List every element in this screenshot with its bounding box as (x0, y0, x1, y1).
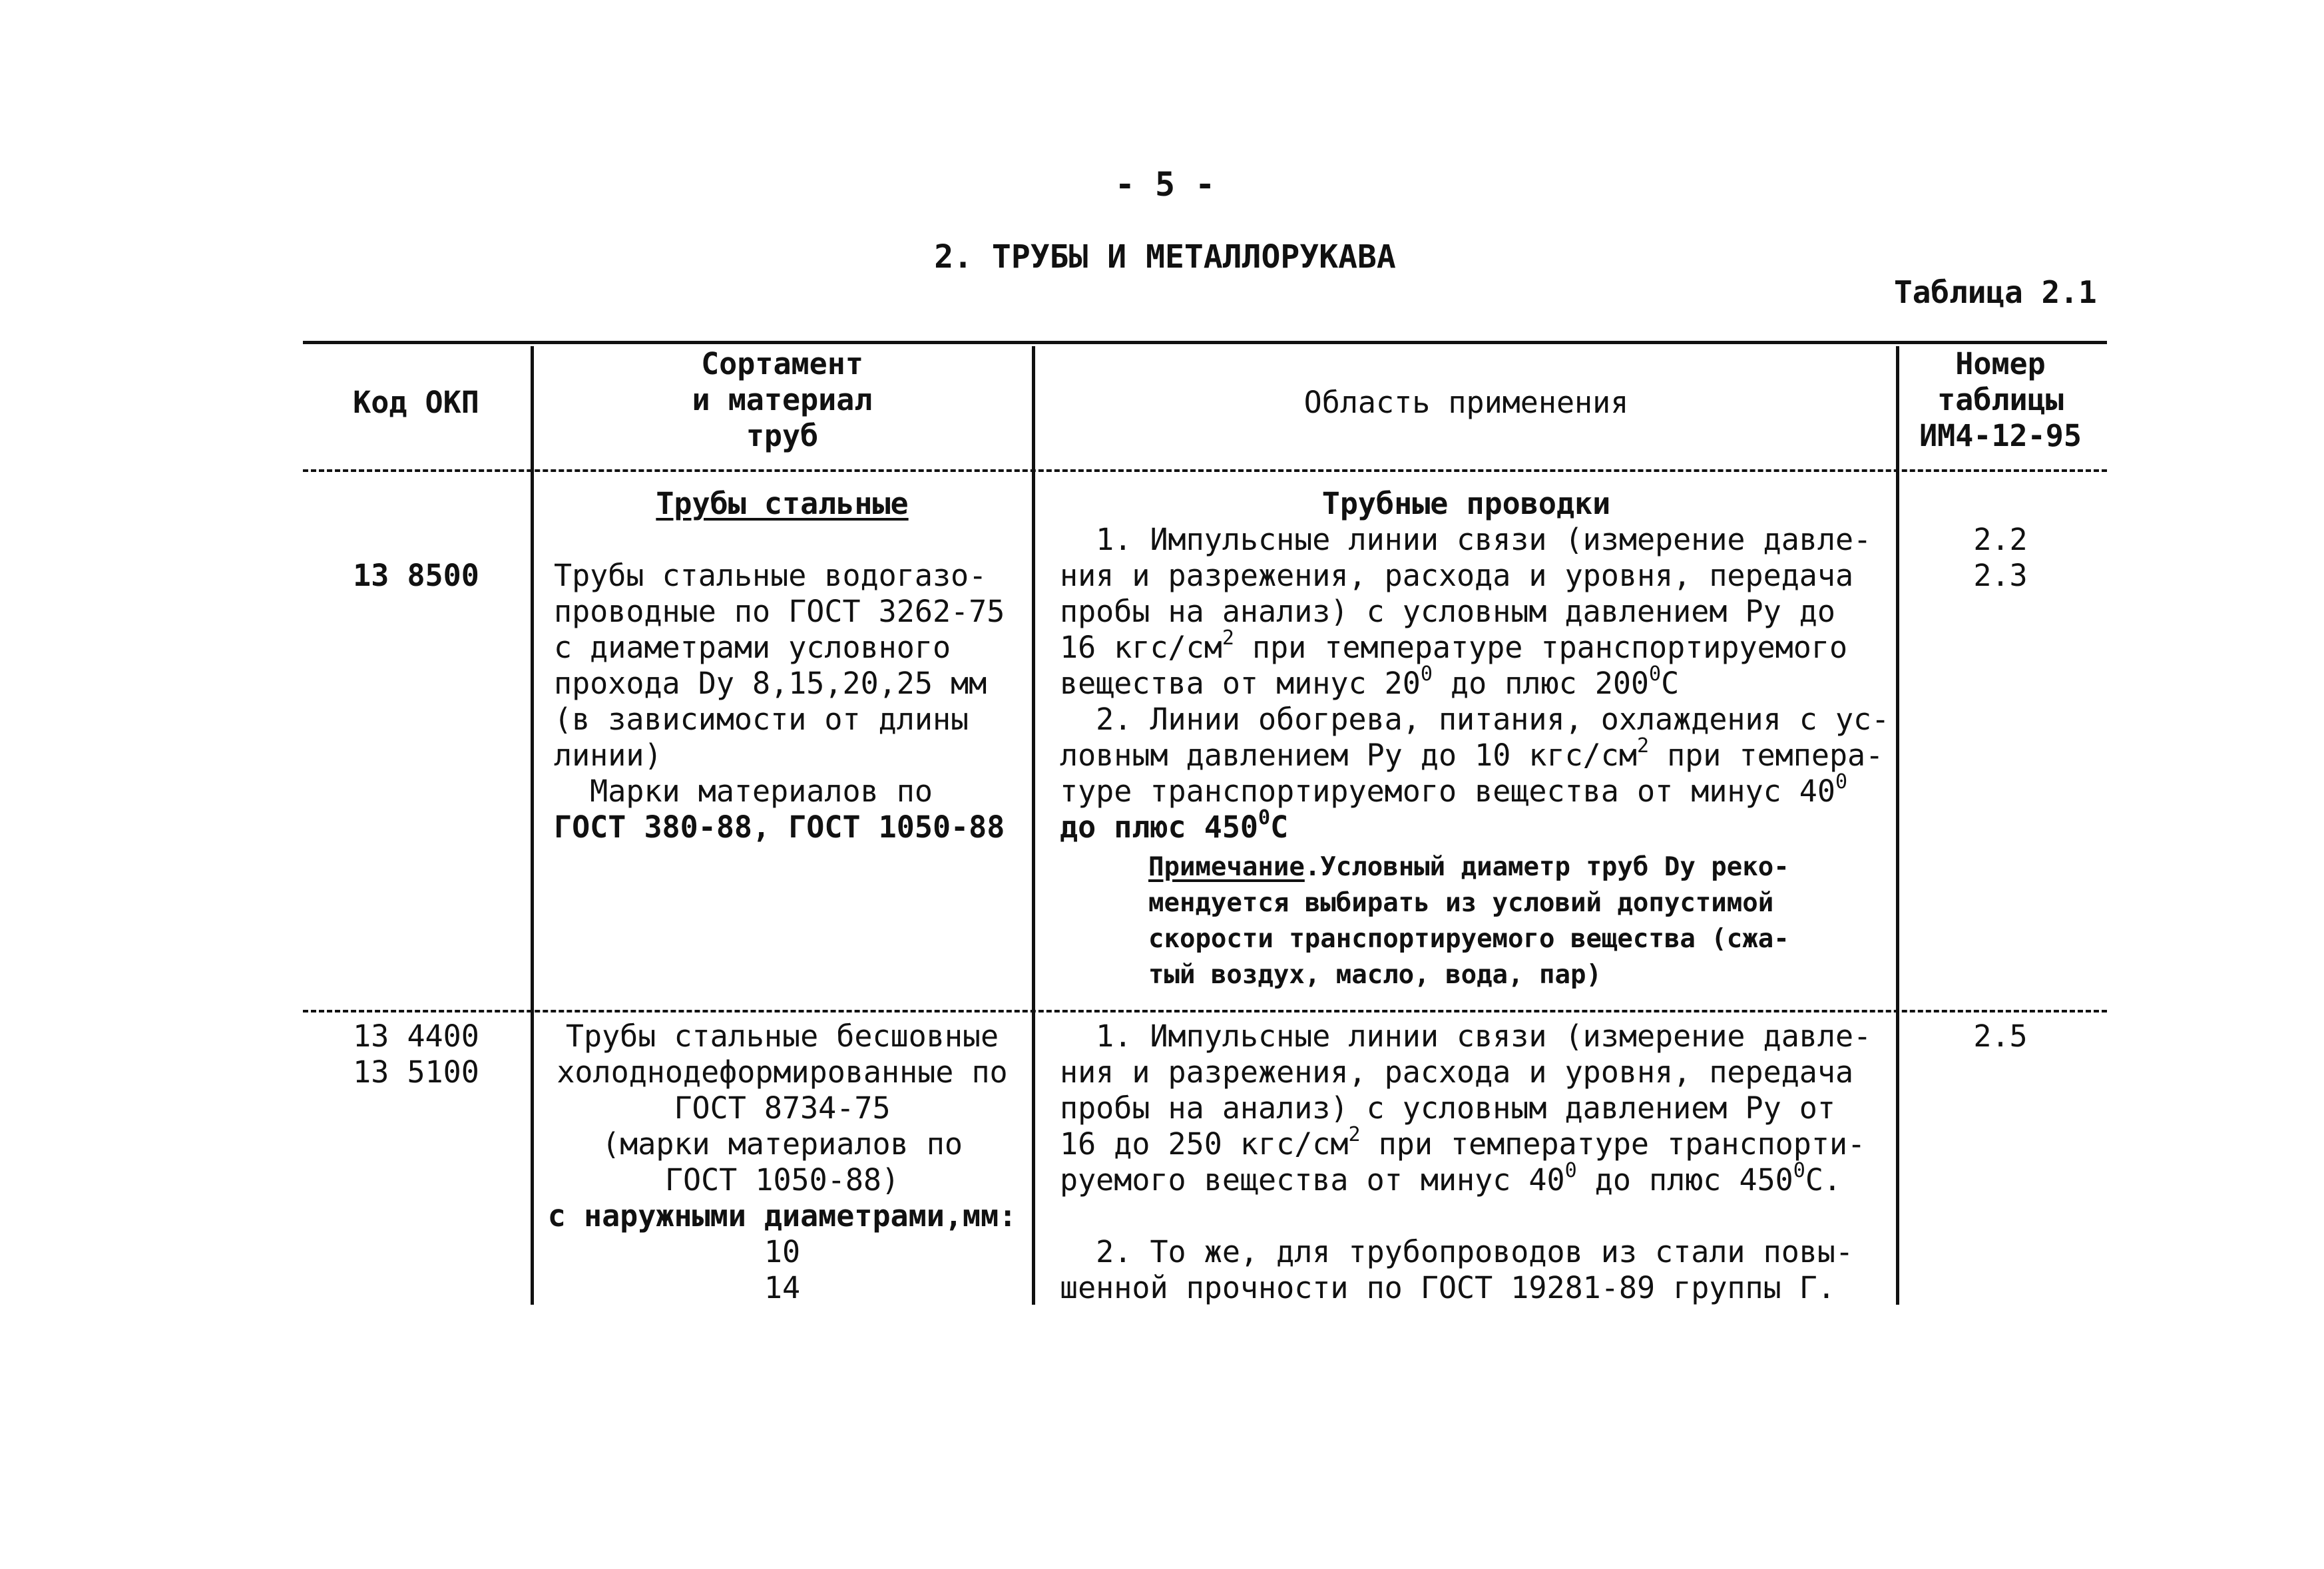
text-line: ГОСТ 380-88, ГОСТ 1050-88 (554, 809, 1005, 845)
note-label: Примечание (1148, 852, 1305, 882)
row1-code: 13 8500 (353, 558, 479, 593)
text-line: ГОСТ 8734-75 (674, 1090, 891, 1126)
text-line (1060, 662, 1680, 702)
row2-assortment-text (536, 1018, 1029, 1306)
text-line: с наружными диаметрами,мм: (547, 1198, 1017, 1233)
text-line: (в зависимости от длины (554, 702, 969, 737)
text-line: пробы на анализ) с условным давлением Ру до (1060, 594, 1835, 629)
code: 13 5100 (353, 1054, 479, 1090)
text-line: линии) (554, 738, 662, 773)
column-separator-2 (1032, 346, 1035, 1305)
header-assortment-line: и материал (692, 382, 873, 417)
text-line: шенной прочности по ГОСТ 19281-89 группы Г. (1060, 1270, 1835, 1305)
text-line (1148, 849, 1789, 885)
page-number: - 5 - (1114, 165, 1216, 204)
text-fragment: при температуре транспорти- (1360, 1126, 1866, 1162)
text-fragment: вещества от минус 20 (1060, 666, 1421, 701)
header-table-number-line: Номер (1955, 346, 2046, 381)
text-fragment: до плюс 450 (1576, 1162, 1793, 1198)
text-line: 1. Импульсные линии связи (измерение давле- (1060, 522, 1872, 557)
table-ref: 2.5 (1973, 1018, 2028, 1054)
text-line: ния и разрежения, расхода и уровня, передача (1060, 558, 1854, 593)
text-fragment: 16 до 250 кгс/см (1060, 1126, 1349, 1162)
row2-codes (306, 1018, 526, 1090)
text-line: мендуется выбирать из условий допустимой (1148, 888, 1774, 918)
superscript: 0 (1649, 662, 1662, 686)
table-ref: 2.3 (1973, 558, 2028, 593)
text-line (1060, 626, 1848, 666)
text-line: Трубы стальные бесшовные (565, 1018, 999, 1054)
text-fragment: С (1661, 666, 1680, 701)
text-line: ГОСТ 1050-88) (664, 1162, 900, 1198)
text-line: скорости транспортируемого вещества (сжа- (1148, 924, 1789, 954)
text-line: тый воздух, масло, вода, пар) (1148, 960, 1602, 990)
text-fragment: до плюс 450 (1060, 809, 1259, 845)
text-line: Трубы стальные водогазо- (554, 558, 987, 593)
text-fragment: 16 кгс/см (1060, 630, 1222, 665)
text-line: 2. То же, для трубопроводов из стали повы- (1060, 1234, 1854, 1269)
row1-application-heading: Трубные проводки (1321, 486, 1611, 521)
text-line: 2. Линии обогрева, питания, охлаждения с ус- (1060, 702, 1890, 737)
text-fragment: туре транспортируемого вещества от минус 40 (1060, 774, 1835, 809)
table-ref: 2.2 (1973, 522, 2028, 557)
text-fragment: С. (1805, 1162, 1842, 1198)
column-separator-3 (1896, 346, 1899, 1305)
text-fragment: .Условный диаметр труб Dу реко- (1304, 852, 1789, 882)
column-separator-1 (531, 346, 534, 1305)
text-line: прохода Dу 8,15,20,25 мм (554, 666, 987, 701)
text-line (1060, 806, 1289, 845)
superscript: 0 (1835, 770, 1848, 793)
header-assortment-line: Сортамент (701, 346, 863, 381)
superscript: 0 (1564, 1159, 1577, 1182)
text-line: (марки материалов по (602, 1126, 963, 1162)
header-assortment (536, 346, 1029, 454)
superscript: 0 (1258, 806, 1271, 829)
header-code-okp: Код ОКП (353, 385, 479, 420)
superscript: 2 (1222, 626, 1234, 650)
superscript: 0 (1793, 1159, 1805, 1182)
text-line: пробы на анализ) с условным давлением Ру от (1060, 1090, 1835, 1126)
row2-table-numbers (1901, 1018, 2100, 1054)
text-line: с диаметрами условного (554, 630, 951, 665)
text-line (1060, 1123, 1866, 1162)
text-line (1060, 1159, 1842, 1198)
text-fragment: при темпера- (1649, 738, 1884, 773)
row1-table-numbers (1901, 522, 2100, 594)
section-title: 2. ТРУБЫ И МЕТАЛЛОРУКАВА (934, 238, 1396, 276)
header-table-number-line: таблицы (1937, 382, 2064, 417)
text-line: ния и разрежения, расхода и уровня, передача (1060, 1054, 1854, 1090)
superscript: 2 (1348, 1123, 1361, 1146)
table-label: Таблица 2.1 (1894, 274, 2097, 310)
text-line: проводные по ГОСТ 3262-75 (554, 594, 1005, 629)
text-fragment: С (1270, 809, 1289, 845)
header-table-number-line: ИМ4-12-95 (1919, 418, 2082, 453)
text-fragment: ловным давлением Ру до 10 кгс/см (1060, 738, 1637, 773)
row1-assortment-heading: Трубы стальные (656, 486, 909, 521)
code: 13 4400 (353, 1018, 479, 1054)
text-fragment: до плюс 200 (1432, 666, 1650, 701)
text-fragment: руемого вещества от минус 40 (1060, 1162, 1565, 1198)
superscript: 2 (1636, 734, 1650, 758)
text-line: 14 (764, 1270, 801, 1305)
row-divider (303, 1010, 2107, 1012)
text-line (1060, 734, 1884, 774)
table-top-border (303, 341, 2107, 344)
text-line: 1. Импульсные линии связи (измерение давле- (1060, 1018, 1872, 1054)
text-line: 10 (764, 1234, 801, 1269)
text-line (1060, 770, 1848, 809)
superscript: 0 (1420, 662, 1433, 686)
text-line: холоднодеформированные по (557, 1054, 1008, 1090)
header-table-number (1901, 346, 2100, 454)
text-line: Марки материалов по (554, 774, 933, 809)
text-fragment: при температуре транспортируемого (1234, 630, 1848, 665)
header-assortment-line: труб (746, 418, 819, 453)
header-divider (303, 469, 2107, 472)
header-application-area: Область применения (1303, 385, 1629, 420)
